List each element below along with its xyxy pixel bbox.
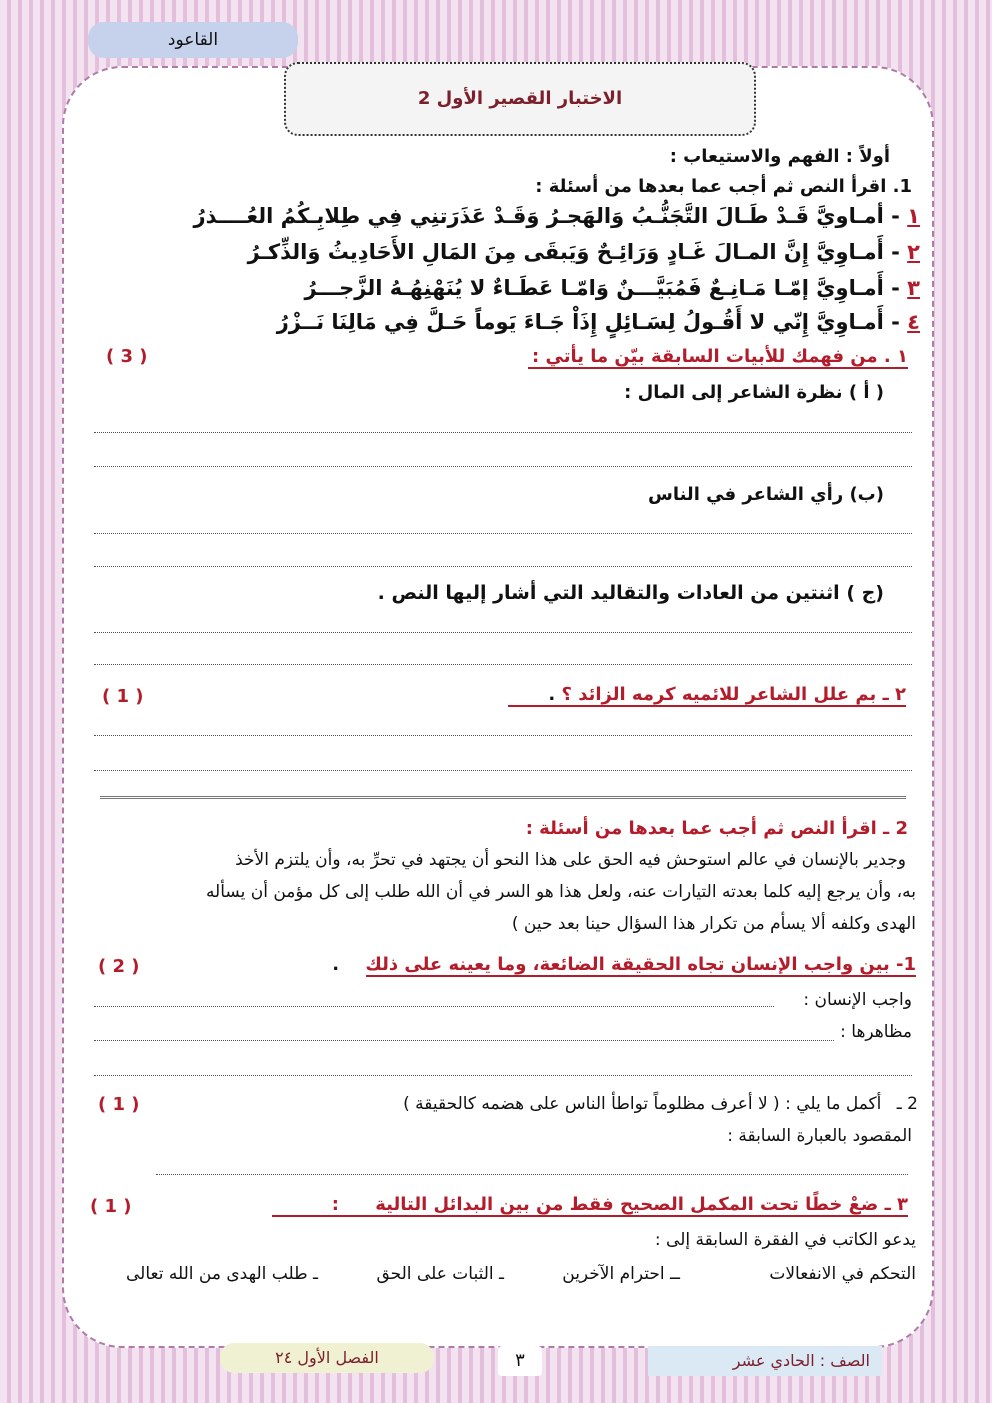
question-colon: : <box>331 1194 339 1215</box>
question-1b: (ب) رأي الشاعر في الناس <box>647 484 884 505</box>
answer-line[interactable] <box>94 533 912 534</box>
answer-line[interactable] <box>94 566 912 567</box>
question-text: ٣ ـ ضعْ خطًا تحت المكمل الصحيح فقط من بين البدائل التالية <box>375 1194 908 1215</box>
answer-line[interactable] <box>94 1006 774 1007</box>
question-2-prompt <box>508 684 906 707</box>
passage-line-1: وجدير بالإنسان في عالم استوحش فيه الحق على هذا النحو أن يجتهد في تحرِّ به، وأن يلتزم الأخذ <box>235 850 906 870</box>
poem-line-4 <box>277 310 920 334</box>
option-1[interactable]: التحكم في الانفعالات <box>769 1264 916 1284</box>
answer-line[interactable] <box>94 1075 912 1076</box>
section2-question-1 <box>332 954 916 977</box>
option-4[interactable]: ـ طلب الهدى من الله تعالى <box>126 1264 318 1284</box>
option-2[interactable]: ــ احترام الآخرين <box>562 1264 680 1284</box>
line-number: ٤ <box>907 310 920 334</box>
line-number: ٣ <box>907 276 920 300</box>
section2-instruction: 2 ـ اقرأ النص ثم أجب عما بعدها من أسئلة : <box>525 818 908 839</box>
section2-question-3 <box>272 1194 908 1217</box>
line-number: ١ <box>907 204 920 228</box>
question-score: ( 3 ) <box>106 346 148 367</box>
signs-label: مظاهرها : <box>840 1022 912 1042</box>
question-1-prompt: ١ . من فهمك للأبيات السابقة بيّن ما يأتي : <box>528 346 908 369</box>
grade-badge: الصف : الحادي عشر <box>648 1346 882 1376</box>
question-text: ٢ ـ بم علل الشاعر للائميه كرمه الزائد ؟ <box>561 684 906 705</box>
page-number: ٣ <box>498 1346 542 1376</box>
question-score: ( 2 ) <box>98 956 140 977</box>
answer-line[interactable] <box>94 466 912 467</box>
verse-text: - أَمـاوِيَّ إِنَّ المـالَ غَـادٍ وَرَائِـحٌ وَيَبقَى مِنَ المَالِ الأَحَادِيثُ وَالذِّكـرُ <box>247 240 900 264</box>
verse-text: - أَمـاوِيَّ إِنّي لا أَقُـولُ لِسَـائِلٍ إِذَاْ جَـاءَ يَوماً حَـلَّ فِي مَالِنَا نَــزْرُ <box>276 310 900 334</box>
passage-line-2: به، وأن يرجع إليه كلما بعدته التيارات عنه، ولعل هذا هو السر في أن الله طلب إلى كل مؤمن أن يسأله <box>205 882 916 902</box>
options-lead: يدعو الكاتب في الفقرة السابقة إلى : <box>654 1230 916 1250</box>
teacher-tab: القاعود <box>88 22 298 58</box>
answer-line[interactable] <box>94 770 912 771</box>
question-dot: . <box>332 954 340 975</box>
poem-line-1 <box>193 204 920 228</box>
poem-line-3 <box>305 276 920 300</box>
semester-badge: الفصل الأول ٢٤ <box>220 1343 434 1373</box>
question-score: ( 1 ) <box>98 1094 140 1115</box>
verse-text: - أَمـاوِيَّ إمّـا مَـانِـعٌ فَمُبَيَّـــنٌ وَامّـا عَطَـاءٌ لا يُنَهْنِهُـهُ الزَّجـــرُ <box>304 276 900 300</box>
section-divider <box>100 796 906 799</box>
section2-question-2 <box>403 1094 918 1114</box>
answer-line[interactable] <box>94 1040 834 1041</box>
question-text: 1- بين واجب الإنسان تجاه الحقيقة الضائعة، وما يعينه على ذلك <box>365 954 916 975</box>
answer-line[interactable] <box>156 1174 908 1175</box>
page-title: الاختبار القصير الأول 2 <box>284 62 756 136</box>
answer-line[interactable] <box>94 735 912 736</box>
question-text: أكمل ما يلي : ( لا أعرف مظلوماً تواطأ الناس على هضمه كالحقيقة ) <box>403 1094 882 1114</box>
question-score: ( 1 ) <box>102 686 144 707</box>
answer-line[interactable] <box>94 432 912 433</box>
duty-label: واجب الإنسان : <box>803 990 912 1010</box>
passage-line-3: الهدى وكلفه ألا يسأم من تكرار هذا السؤال حينا بعد حين ) <box>511 914 916 934</box>
section1-instruction: 1. اقرأ النص ثم أجب عما بعدها من أسئلة : <box>535 176 912 197</box>
question-dot: . <box>548 684 556 705</box>
answer-line[interactable] <box>94 632 912 633</box>
question-1c: (ج ) اثنتين من العادات والتقاليد التي أشار إليها النص . <box>377 582 884 604</box>
line-number: ٢ <box>907 240 920 264</box>
verse-text: - أمـاويَّ قَـدْ طَـالَ التَّجَنُّـبُ وَالهَجـرُ وَقَـدْ عَذَرَتنِي فِي طِلابِـكُمُ العُــــذرُ <box>193 204 900 228</box>
meaning-label: المقصود بالعبارة السابقة : <box>727 1126 912 1146</box>
section-heading: أولاً : الفهم والاستيعاب : <box>669 146 890 167</box>
option-3[interactable]: ـ الثبات على الحق <box>376 1264 504 1284</box>
question-number: 2 ـ <box>896 1094 918 1114</box>
question-1a: ( أ ) نظرة الشاعر إلى المال : <box>624 382 884 403</box>
question-score: ( 1 ) <box>90 1196 132 1217</box>
poem-line-2 <box>248 240 920 264</box>
answer-line[interactable] <box>94 664 912 665</box>
